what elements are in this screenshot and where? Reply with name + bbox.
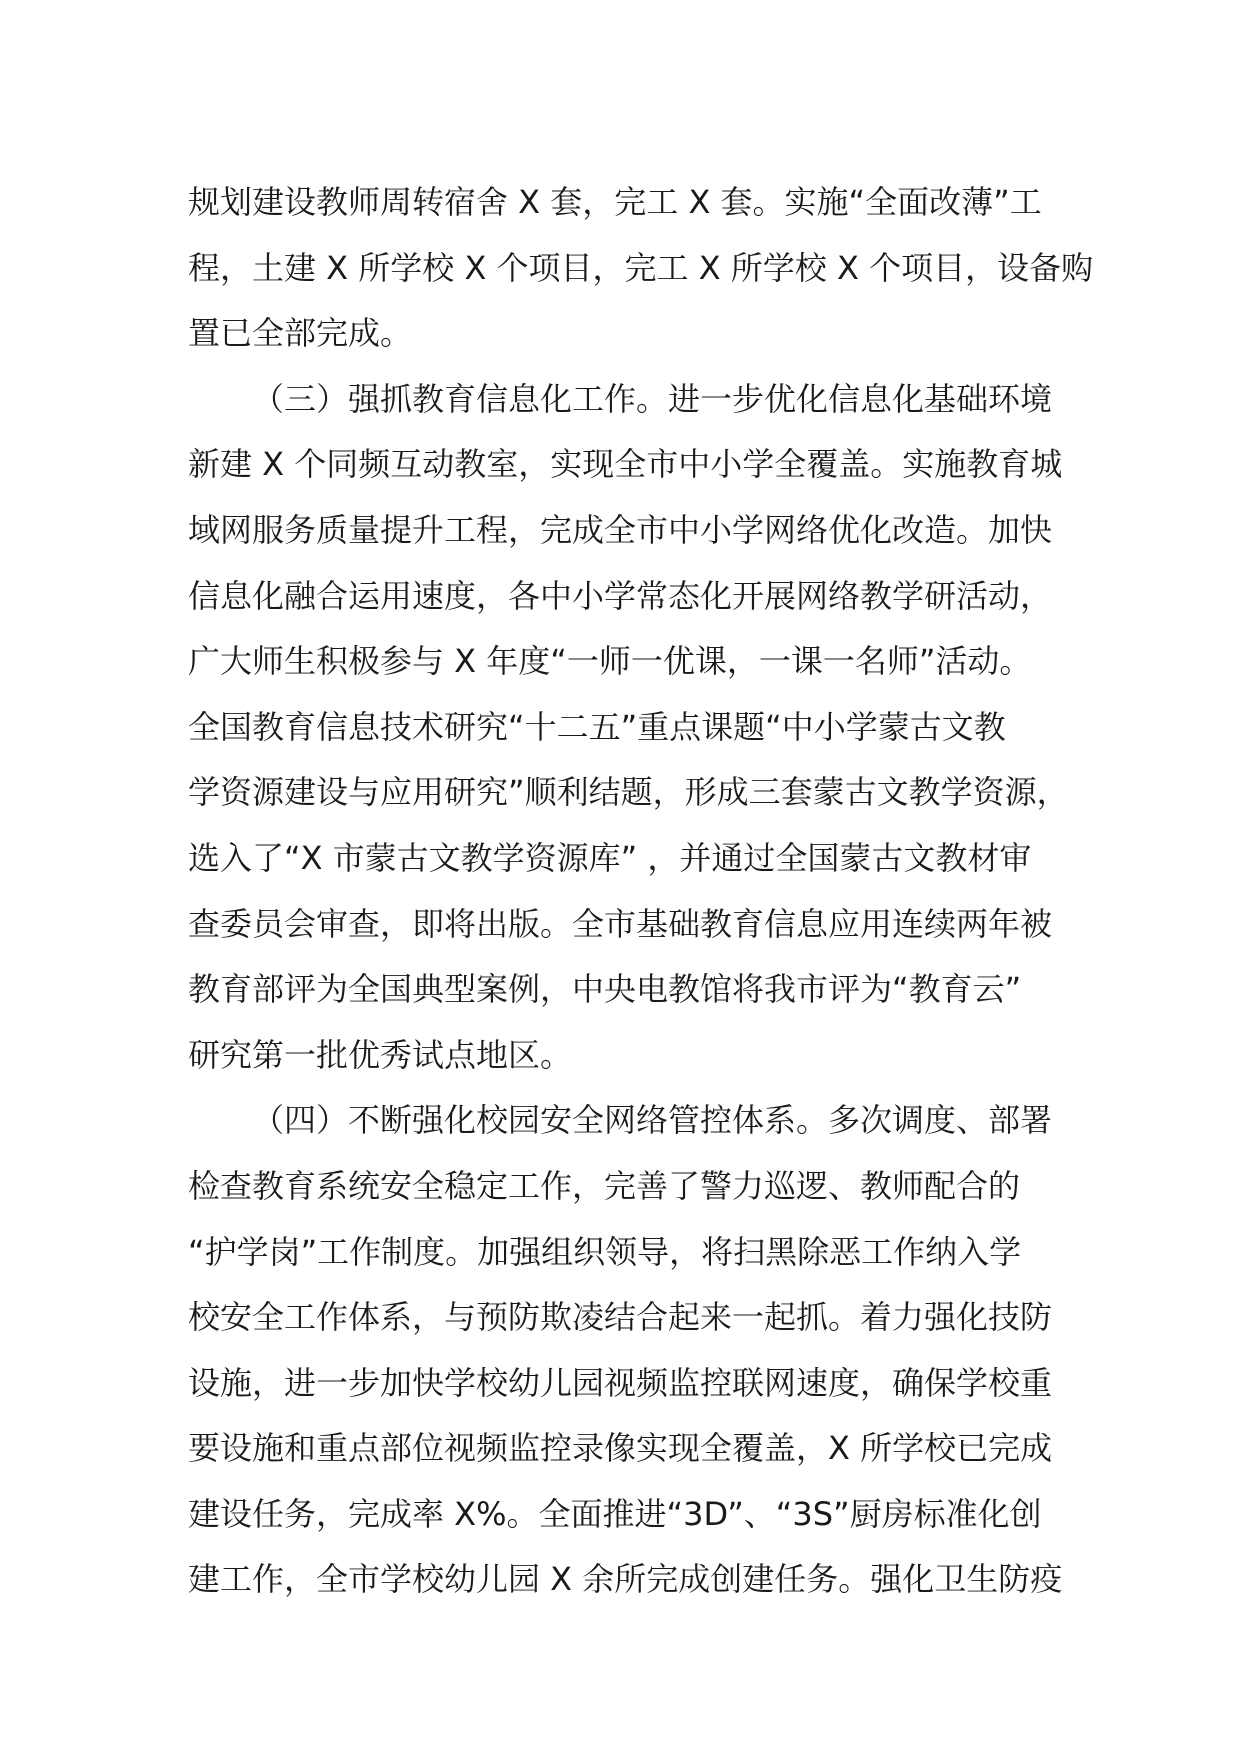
text-line: 置已全部完成。 bbox=[188, 314, 413, 353]
text-line: 建设任务，完成率 X%。全面推进“3D”、“3S”厨房标准化创 bbox=[188, 1494, 1042, 1533]
text-line: 广大师生积极参与 X 年度“一师一优课，一课一名师”活动。 bbox=[188, 642, 1032, 681]
text-line: 信息化融合运用速度，各中小学常态化开展网络教学研活动， bbox=[188, 576, 1053, 615]
body-text bbox=[188, 170, 1094, 1613]
text-line: （三）强抓教育信息化工作。进一步优化信息化基础环境 bbox=[252, 379, 1053, 418]
paragraph bbox=[188, 170, 1094, 367]
paragraph bbox=[188, 1088, 1088, 1613]
text-line: 检查教育系统安全稳定工作，完善了警力巡逻、教师配合的 bbox=[188, 1166, 1021, 1205]
paragraph bbox=[188, 367, 1088, 1089]
text-line: 校安全工作体系，与预防欺凌结合起来一起抓。着力强化技防 bbox=[188, 1298, 1053, 1337]
text-line: 规划建设教师周转宿舍 X 套，完工 X 套。实施“全面改薄”工 bbox=[188, 183, 1042, 221]
text-line: 新建 X 个同频互动教室，实现全市中小学全覆盖。实施教育城 bbox=[188, 445, 1063, 484]
text-line: （四）不断强化校园安全网络管控体系。多次调度、部署 bbox=[252, 1101, 1053, 1140]
text-line: 研究第一批优秀试点地区。 bbox=[188, 1035, 573, 1074]
text-line: 教育部评为全国典型案例，中央电教馆将我市评为“教育云” bbox=[188, 970, 1022, 1009]
text-line: 查委员会审查，即将出版。全市基础教育信息应用连续两年被 bbox=[188, 904, 1053, 943]
text-line: 要设施和重点部位视频监控录像实现全覆盖，X 所学校已完成 bbox=[188, 1429, 1053, 1468]
text-line: 全国教育信息技术研究“十二五”重点课题“中小学蒙古文教 bbox=[188, 707, 1006, 746]
text-line: 选入了“X 市蒙古文教学资源库” ，并通过全国蒙古文教材审 bbox=[188, 838, 1032, 877]
text-line: 建工作，全市学校幼儿园 X 余所完成创建任务。强化卫生防疫 bbox=[188, 1560, 1063, 1599]
text-line: 程，土建 X 所学校 X 个项目，完工 X 所学校 X 个项目，设备购 bbox=[188, 248, 1094, 287]
text-line: “护学岗”工作制度。加强组织领导，将扫黑除恶工作纳入学 bbox=[188, 1232, 1022, 1271]
text-line: 域网服务质量提升工程，完成全市中小学网络优化改造。加快 bbox=[188, 510, 1053, 549]
text-line: 学资源建设与应用研究”顺利结题，形成三套蒙古文教学资源， bbox=[188, 773, 1069, 812]
text-line: 设施，进一步加快学校幼儿园视频监控联网速度，确保学校重 bbox=[188, 1363, 1053, 1402]
